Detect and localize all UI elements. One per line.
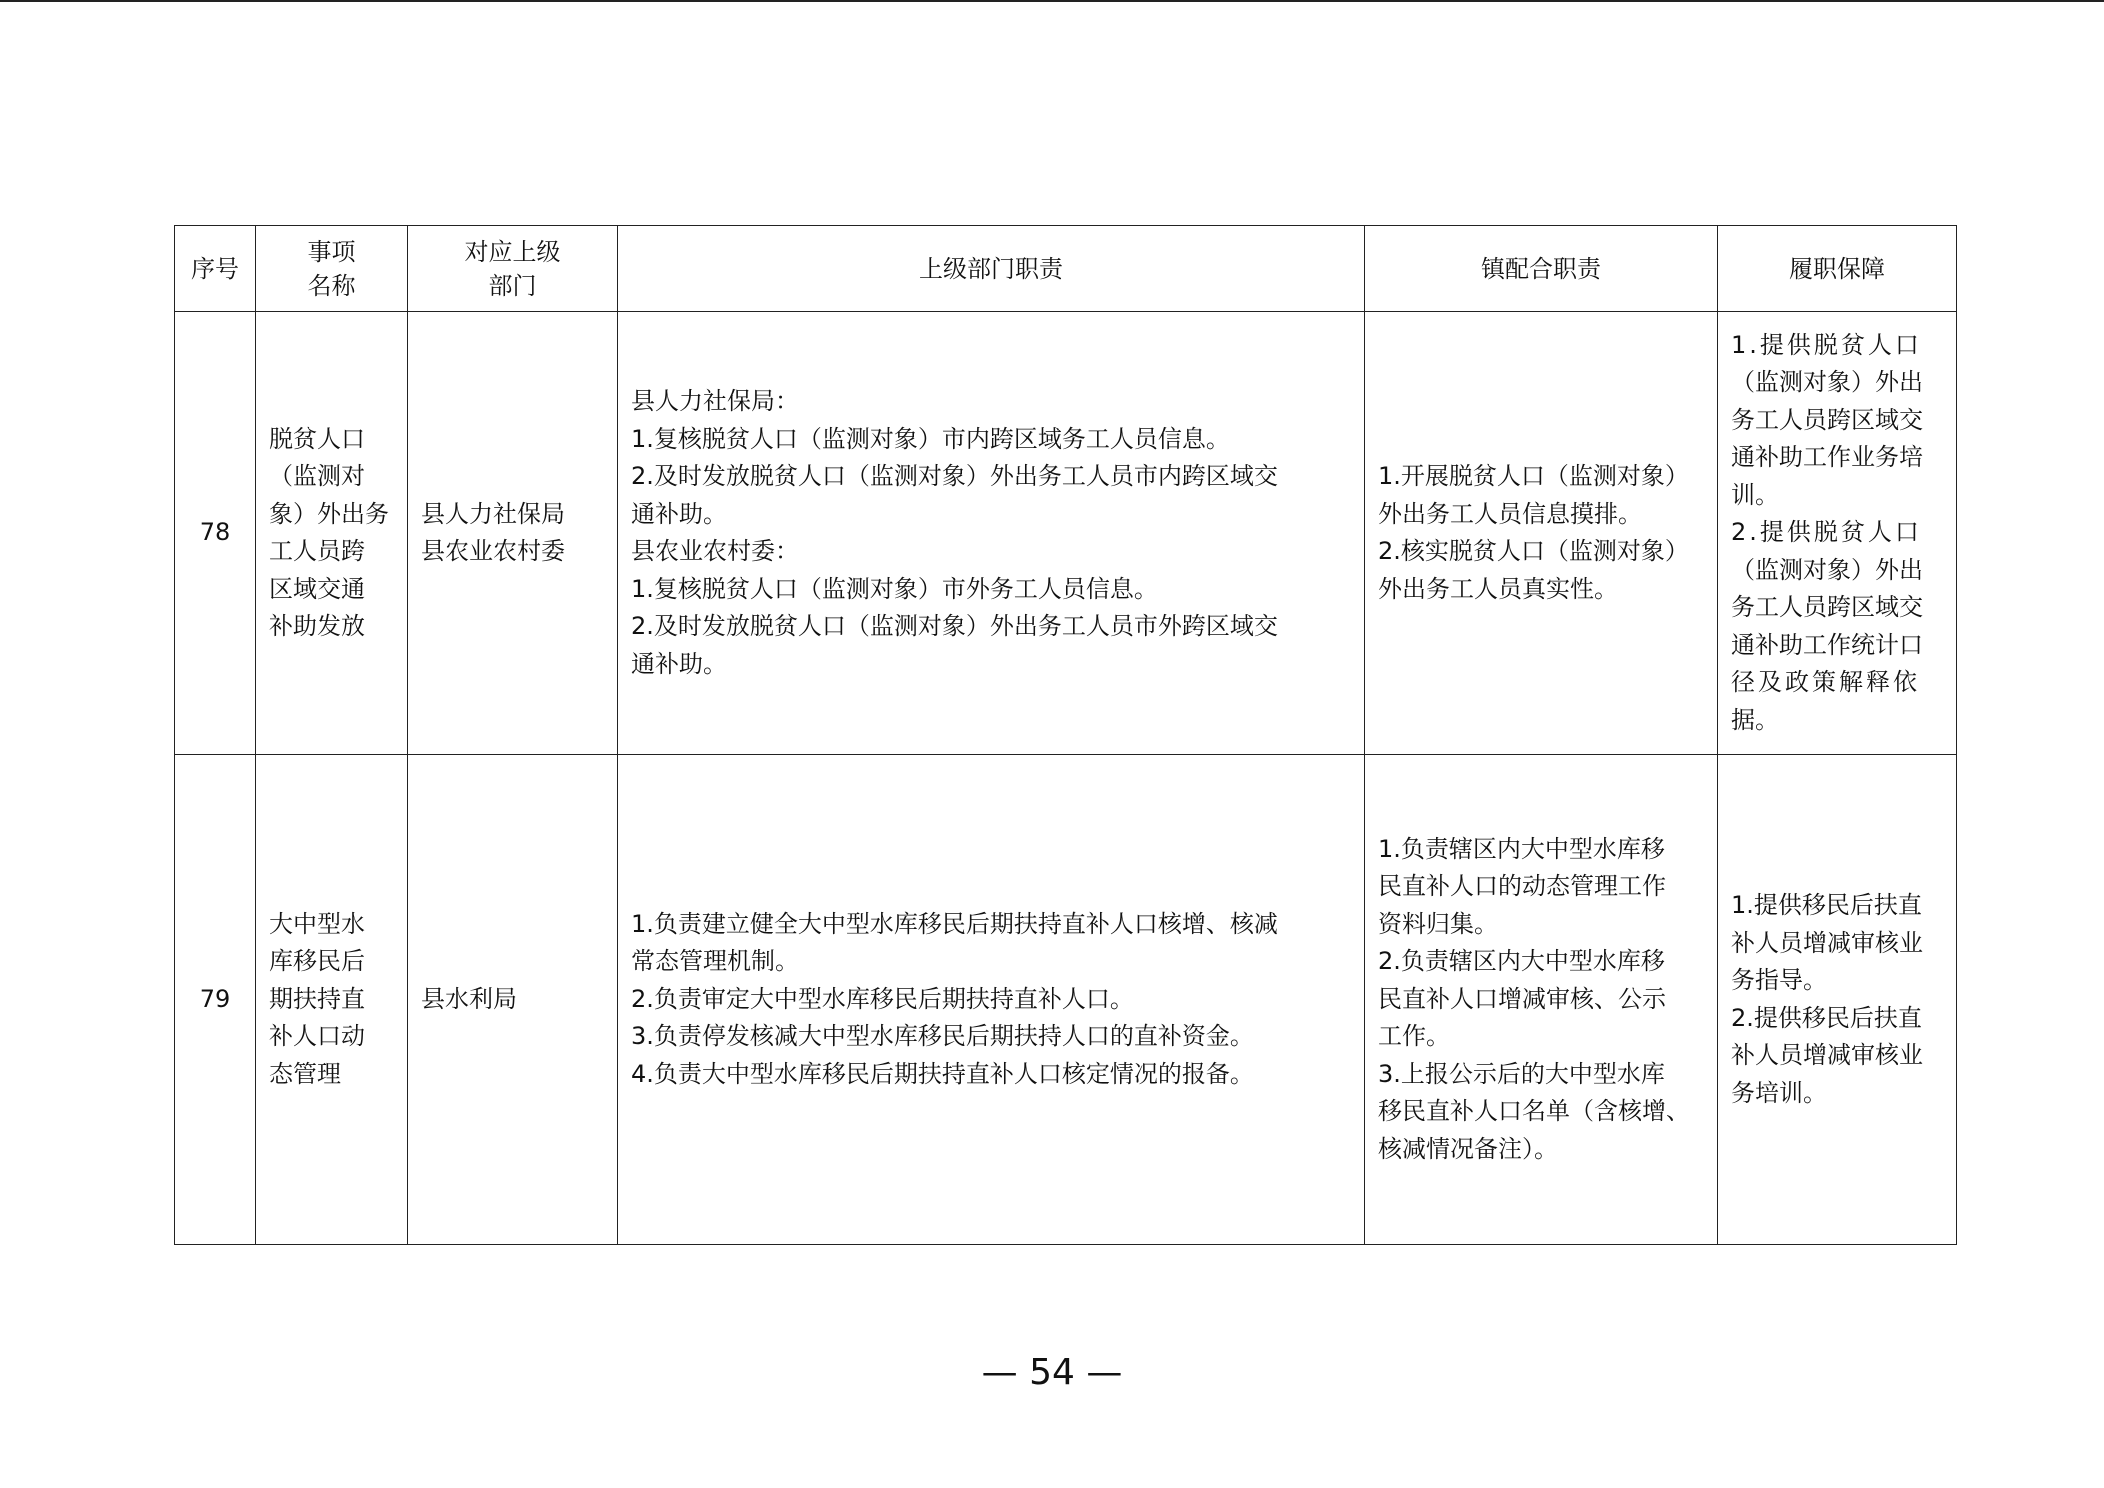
cell-line: 4.负责大中型水库移民后期扶持直补人口核定情况的报备。 — [631, 1059, 1254, 1088]
cell-line: 2.及时发放脱贫人口（监测对象）外出务工人员市内跨区域交 — [631, 462, 1278, 490]
cell-line: 常态管理机制。 — [631, 947, 799, 976]
cell-line: 1.负责辖区内大中型水库移 — [1378, 834, 1665, 863]
cell-line: 外出务工人员信息摸排。 — [1378, 499, 1642, 528]
cell-line: 1.开展脱贫人口（监测对象） — [1378, 462, 1689, 490]
cell-line: 通补助。 — [631, 649, 727, 678]
cell-line: 县水利局 — [421, 984, 517, 1013]
row-item-name — [256, 755, 408, 1245]
top-border-rule — [0, 0, 2104, 2]
header-guarantee: 履职保障 — [1718, 226, 1957, 312]
cell-line: 态管理 — [269, 1059, 341, 1088]
cell-line: 通补助工作业务培 — [1731, 443, 1923, 472]
cell-line: 务指导。 — [1731, 966, 1827, 994]
header-upper-dept-line: 对应上级 — [464, 237, 561, 266]
cell-line: 补人口动 — [269, 1022, 365, 1051]
cell-line: 象）外出务 — [269, 499, 389, 528]
cell-line: 2.负责审定大中型水库移民后期扶持直补人口。 — [631, 984, 1134, 1013]
cell-line: 1.提供脱贫人口 — [1731, 330, 1922, 359]
row-town-duty — [1365, 755, 1718, 1245]
cell-line: 县农业农村委： — [631, 537, 799, 565]
page-number: — 54 — — [981, 1352, 1123, 1393]
header-town-duty: 镇配合职责 — [1365, 226, 1718, 312]
cell-line: （监测对 — [269, 462, 365, 490]
cell-line: 脱贫人口 — [269, 424, 365, 453]
cell-line: 期扶持直 — [269, 984, 365, 1013]
cell-line: 1.复核脱贫人口（监测对象）市内跨区域务工人员信息。 — [631, 424, 1230, 453]
table-row — [175, 312, 1957, 755]
cell-line: 1.复核脱贫人口（监测对象）市外务工人员信息。 — [631, 574, 1158, 603]
duty-table — [174, 225, 1957, 1245]
cell-line: 径及政策解释依 — [1731, 668, 1920, 697]
cell-line: 1.负责建立健全大中型水库移民后期扶持直补人口核增、核减 — [631, 909, 1278, 938]
row-upper-dept — [408, 755, 618, 1245]
cell-line: 训。 — [1731, 480, 1779, 509]
cell-line: 3.负责停发核减大中型水库移民后期扶持人口的直补资金。 — [631, 1022, 1254, 1051]
cell-line: 资料归集。 — [1378, 909, 1498, 938]
cell-line: 补人员增减审核业 — [1731, 928, 1923, 957]
cell-line: （监测对象）外出 — [1731, 555, 1923, 584]
row-upper-dept — [408, 312, 618, 755]
cell-line: （监测对象）外出 — [1731, 368, 1923, 397]
row-seq: 79 — [175, 755, 256, 1245]
cell-line: 3.上报公示后的大中型水库 — [1378, 1059, 1665, 1088]
cell-line: 2.核实脱贫人口（监测对象） — [1378, 537, 1689, 565]
cell-line: 2.及时发放脱贫人口（监测对象）外出务工人员市外跨区域交 — [631, 612, 1278, 640]
cell-line: 外出务工人员真实性。 — [1378, 574, 1618, 603]
cell-line: 工人员跨 — [269, 537, 365, 565]
header-upper-duty: 上级部门职责 — [618, 226, 1365, 312]
cell-line: 移民直补人口名单（含核增、 — [1378, 1097, 1690, 1126]
cell-line: 民直补人口增减审核、公示 — [1378, 984, 1666, 1013]
row-upper-duty — [618, 755, 1365, 1245]
cell-line: 通补助工作统计口 — [1731, 630, 1923, 659]
cell-line: 务工人员跨区域交 — [1731, 405, 1923, 434]
cell-line: 补助发放 — [269, 612, 365, 640]
cell-line: 补人员增减审核业 — [1731, 1041, 1923, 1069]
cell-line: 核减情况备注）。 — [1378, 1134, 1558, 1163]
cell-line: 务工人员跨区域交 — [1731, 593, 1923, 622]
cell-line: 2.负责辖区内大中型水库移 — [1378, 947, 1665, 976]
table-row — [175, 755, 1957, 1245]
cell-line: 1.提供移民后扶直 — [1731, 891, 1922, 919]
table-header-row — [175, 226, 1957, 312]
cell-line: 据。 — [1731, 705, 1779, 734]
row-item-name — [256, 312, 408, 755]
cell-line: 县农业农村委 — [421, 537, 565, 565]
header-item-name — [256, 226, 408, 312]
row-guarantee — [1718, 755, 1957, 1245]
cell-line: 通补助。 — [631, 499, 727, 528]
cell-line: 2.提供脱贫人口 — [1731, 518, 1922, 547]
header-upper-dept — [408, 226, 618, 312]
cell-line: 库移民后 — [269, 947, 365, 976]
cell-line: 大中型水 — [269, 909, 365, 938]
cell-line: 县人力社保局 — [421, 499, 565, 528]
row-town-duty — [1365, 312, 1718, 755]
row-upper-duty — [618, 312, 1365, 755]
header-upper-dept-line: 部门 — [488, 271, 537, 300]
row-seq: 78 — [175, 312, 256, 755]
cell-line: 区域交通 — [269, 574, 365, 603]
row-guarantee — [1718, 312, 1957, 755]
header-item-name-line: 名称 — [307, 271, 356, 300]
cell-line: 工作。 — [1378, 1022, 1450, 1051]
cell-line: 民直补人口的动态管理工作 — [1378, 872, 1666, 901]
cell-line: 2.提供移民后扶直 — [1731, 1003, 1922, 1032]
cell-line: 县人力社保局： — [631, 387, 799, 415]
cell-line: 务培训。 — [1731, 1078, 1827, 1107]
header-item-name-line: 事项 — [307, 237, 356, 266]
header-seq: 序号 — [175, 226, 256, 312]
